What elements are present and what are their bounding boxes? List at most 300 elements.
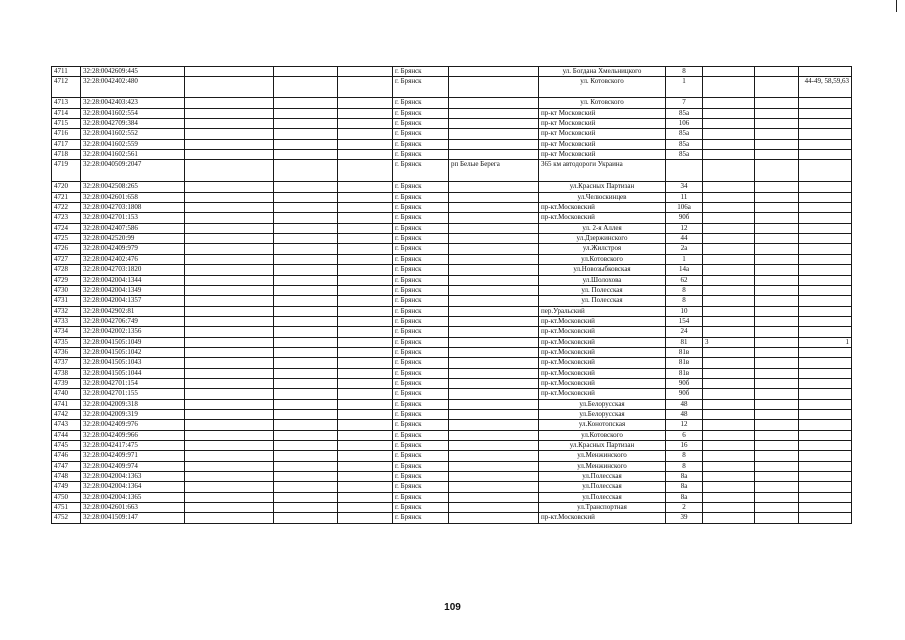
locality-cell: [449, 203, 539, 213]
table-row: [52, 503, 852, 513]
extra-cell-1: [703, 108, 755, 118]
empty-cell: [338, 513, 393, 523]
house-number-cell: 154: [666, 316, 703, 326]
table-row: [52, 409, 852, 419]
house-number-cell: 12: [666, 420, 703, 430]
street-cell: ул. 2-я Аллея: [539, 223, 666, 233]
table-row: [52, 306, 852, 316]
extra-cell-3: [799, 160, 852, 182]
row-number-cell: 4749: [52, 482, 81, 492]
extra-cell-3: [799, 192, 852, 202]
extra-cell-2: [755, 306, 799, 316]
cadastral-number-cell: 32:28:0042409:966: [81, 430, 185, 440]
empty-cell: [274, 244, 338, 254]
empty-cell: [185, 203, 274, 213]
table-row: [52, 472, 852, 482]
empty-cell: [338, 389, 393, 399]
extra-cell-1: [703, 234, 755, 244]
city-cell: г. Брянск: [393, 254, 449, 264]
empty-cell: [338, 108, 393, 118]
street-cell: ул.Полесская: [539, 472, 666, 482]
cadastral-number-cell: 32:28:0042703:1808: [81, 203, 185, 213]
street-cell: ул. Богдана Хмельницкого: [539, 67, 666, 77]
street-cell: ул.Конотопская: [539, 420, 666, 430]
street-cell: пр-кт Московский: [539, 129, 666, 139]
city-cell: г. Брянск: [393, 77, 449, 98]
cadastral-number-cell: 32:28:0041509:147: [81, 513, 185, 523]
empty-cell: [338, 296, 393, 306]
locality-cell: [449, 482, 539, 492]
extra-cell-1: [703, 254, 755, 264]
cadastral-number-cell: 32:28:0042601:663: [81, 503, 185, 513]
extra-cell-1: [703, 203, 755, 213]
empty-cell: [185, 285, 274, 295]
house-number-cell: 48: [666, 409, 703, 419]
locality-cell: [449, 337, 539, 347]
house-number-cell: 85а: [666, 129, 703, 139]
extra-cell-2: [755, 234, 799, 244]
extra-cell-2: [755, 108, 799, 118]
extra-cell-2: [755, 389, 799, 399]
house-number-cell: 8: [666, 67, 703, 77]
row-number-cell: 4721: [52, 192, 81, 202]
extra-cell-1: [703, 461, 755, 471]
street-cell: ул.Красных Партизан: [539, 182, 666, 192]
house-number-cell: 8а: [666, 492, 703, 502]
house-number-cell: 8: [666, 285, 703, 295]
extra-cell-3: [799, 129, 852, 139]
extra-cell-3: [799, 492, 852, 502]
locality-cell: [449, 316, 539, 326]
street-cell: 365 км автодороги Украина: [539, 160, 666, 182]
empty-cell: [338, 378, 393, 388]
extra-cell-1: [703, 492, 755, 502]
empty-cell: [185, 275, 274, 285]
row-number-cell: 4711: [52, 67, 81, 77]
extra-cell-3: [799, 67, 852, 77]
row-number-cell: 4724: [52, 223, 81, 233]
cadastral-number-cell: 32:28:0042508:265: [81, 182, 185, 192]
table-row: [52, 296, 852, 306]
empty-cell: [338, 482, 393, 492]
cadastral-number-cell: 32:28:0042004:1357: [81, 296, 185, 306]
empty-cell: [274, 296, 338, 306]
row-number-cell: 4713: [52, 98, 81, 108]
row-number-cell: 4750: [52, 492, 81, 502]
locality-cell: [449, 409, 539, 419]
extra-cell-1: [703, 296, 755, 306]
street-cell: ул.Новозыбковская: [539, 265, 666, 275]
street-cell: ул. Котовского: [539, 77, 666, 98]
row-number-cell: 4735: [52, 337, 81, 347]
row-number-cell: 4736: [52, 347, 81, 357]
empty-cell: [185, 296, 274, 306]
cadastral-number-cell: 32:28:0042701:154: [81, 378, 185, 388]
table-body: [52, 67, 852, 524]
empty-cell: [185, 389, 274, 399]
extra-cell-1: [703, 441, 755, 451]
empty-cell: [185, 347, 274, 357]
street-cell: пр-кт Московский: [539, 119, 666, 129]
empty-cell: [185, 513, 274, 523]
house-number-cell: 11: [666, 192, 703, 202]
city-cell: г. Брянск: [393, 482, 449, 492]
row-number-cell: 4738: [52, 368, 81, 378]
street-cell: ул. Котовского: [539, 98, 666, 108]
city-cell: г. Брянск: [393, 203, 449, 213]
empty-cell: [185, 192, 274, 202]
house-number-cell: 1: [666, 254, 703, 264]
extra-cell-3: [799, 441, 852, 451]
extra-cell-3: [799, 306, 852, 316]
city-cell: г. Брянск: [393, 244, 449, 254]
street-cell: пр-кт.Московский: [539, 347, 666, 357]
extra-cell-3: [799, 389, 852, 399]
locality-cell: [449, 327, 539, 337]
table-row: [52, 182, 852, 192]
empty-cell: [338, 244, 393, 254]
empty-cell: [338, 306, 393, 316]
extra-cell-1: [703, 389, 755, 399]
extra-cell-2: [755, 296, 799, 306]
table-row: [52, 441, 852, 451]
locality-cell: [449, 285, 539, 295]
house-number-cell: 44: [666, 234, 703, 244]
cadastral-number-cell: 32:28:0042402:476: [81, 254, 185, 264]
cadastral-number-cell: 32:28:0042009:319: [81, 409, 185, 419]
empty-cell: [338, 98, 393, 108]
table-row: [52, 285, 852, 295]
extra-cell-3: [799, 244, 852, 254]
locality-cell: [449, 378, 539, 388]
table-row: [52, 275, 852, 285]
street-cell: ул.Шолохова: [539, 275, 666, 285]
row-number-cell: 4745: [52, 441, 81, 451]
cadastral-number-cell: 32:28:0041505:1044: [81, 368, 185, 378]
house-number-cell: 6: [666, 430, 703, 440]
empty-cell: [274, 234, 338, 244]
house-number-cell: 34: [666, 182, 703, 192]
extra-cell-1: [703, 409, 755, 419]
empty-cell: [185, 441, 274, 451]
empty-cell: [274, 182, 338, 192]
locality-cell: [449, 139, 539, 149]
locality-cell: [449, 513, 539, 523]
extra-cell-1: [703, 347, 755, 357]
house-number-cell: 90б: [666, 378, 703, 388]
empty-cell: [338, 160, 393, 182]
extra-cell-2: [755, 285, 799, 295]
locality-cell: [449, 306, 539, 316]
row-number-cell: 4734: [52, 327, 81, 337]
empty-cell: [185, 420, 274, 430]
cadastral-number-cell: 32:28:0042706:749: [81, 316, 185, 326]
empty-cell: [185, 223, 274, 233]
city-cell: г. Брянск: [393, 420, 449, 430]
street-cell: ул.Котовского: [539, 254, 666, 264]
extra-cell-2: [755, 461, 799, 471]
empty-cell: [338, 192, 393, 202]
cadastral-number-cell: 32:28:0042409:974: [81, 461, 185, 471]
extra-cell-1: [703, 399, 755, 409]
extra-cell-2: [755, 358, 799, 368]
extra-cell-3: [799, 182, 852, 192]
street-cell: ул.Жилстроя: [539, 244, 666, 254]
extra-cell-1: [703, 67, 755, 77]
extra-cell-3: [799, 98, 852, 108]
empty-cell: [185, 368, 274, 378]
street-cell: ул.Челюскинцев: [539, 192, 666, 202]
empty-cell: [185, 108, 274, 118]
empty-cell: [338, 139, 393, 149]
empty-cell: [274, 389, 338, 399]
extra-cell-2: [755, 420, 799, 430]
empty-cell: [274, 77, 338, 98]
street-cell: пр-кт.Московский: [539, 316, 666, 326]
extra-cell-1: [703, 223, 755, 233]
extra-cell-1: 3: [703, 337, 755, 347]
street-cell: ул.Белорусская: [539, 409, 666, 419]
empty-cell: [338, 119, 393, 129]
street-cell: пр-кт.Московский: [539, 213, 666, 223]
extra-cell-2: [755, 275, 799, 285]
extra-cell-2: [755, 213, 799, 223]
table-row: [52, 244, 852, 254]
row-number-cell: 4747: [52, 461, 81, 471]
house-number-cell: 12: [666, 223, 703, 233]
extra-cell-3: [799, 347, 852, 357]
empty-cell: [274, 347, 338, 357]
empty-cell: [338, 503, 393, 513]
extra-cell-2: [755, 492, 799, 502]
empty-cell: [338, 234, 393, 244]
locality-cell: [449, 503, 539, 513]
extra-cell-2: [755, 503, 799, 513]
empty-cell: [338, 275, 393, 285]
cadastral-number-cell: 32:28:0042403:423: [81, 98, 185, 108]
empty-cell: [338, 254, 393, 264]
empty-cell: [274, 67, 338, 77]
cadastral-number-cell: 32:28:0041505:1049: [81, 337, 185, 347]
cadastral-number-cell: 32:28:0042409:979: [81, 244, 185, 254]
extra-cell-2: [755, 203, 799, 213]
extra-cell-2: [755, 150, 799, 160]
city-cell: г. Брянск: [393, 234, 449, 244]
empty-cell: [274, 513, 338, 523]
extra-cell-1: [703, 358, 755, 368]
table-row: [52, 254, 852, 264]
row-number-cell: 4752: [52, 513, 81, 523]
empty-cell: [274, 503, 338, 513]
extra-cell-3: [799, 409, 852, 419]
street-cell: ул.Транспортная: [539, 503, 666, 513]
cadastral-number-cell: 32:28:0042009:318: [81, 399, 185, 409]
empty-cell: [185, 399, 274, 409]
cadastral-number-cell: 32:28:0042004:1365: [81, 492, 185, 502]
empty-cell: [338, 472, 393, 482]
cadastral-number-cell: 32:28:0042902:81: [81, 306, 185, 316]
street-cell: пр-кт.Московский: [539, 389, 666, 399]
table-row: [52, 482, 852, 492]
table-row: [52, 389, 852, 399]
row-number-cell: 4746: [52, 451, 81, 461]
city-cell: г. Брянск: [393, 389, 449, 399]
empty-cell: [185, 129, 274, 139]
empty-cell: [274, 451, 338, 461]
cadastral-number-cell: 32:28:0042417:475: [81, 441, 185, 451]
house-number-cell: 2а: [666, 244, 703, 254]
city-cell: г. Брянск: [393, 492, 449, 502]
extra-cell-3: [799, 368, 852, 378]
empty-cell: [274, 368, 338, 378]
empty-cell: [185, 358, 274, 368]
extra-cell-1: [703, 451, 755, 461]
empty-cell: [338, 223, 393, 233]
extra-cell-2: [755, 192, 799, 202]
row-number-cell: 4748: [52, 472, 81, 482]
row-number-cell: 4744: [52, 430, 81, 440]
cadastral-number-cell: 32:28:0041602:561: [81, 150, 185, 160]
house-number-cell: 90б: [666, 389, 703, 399]
extra-cell-3: 1: [799, 337, 852, 347]
empty-cell: [185, 430, 274, 440]
empty-cell: [338, 203, 393, 213]
locality-cell: [449, 399, 539, 409]
cadastral-number-cell: 32:28:0042409:971: [81, 451, 185, 461]
empty-cell: [274, 275, 338, 285]
empty-cell: [338, 461, 393, 471]
empty-cell: [338, 409, 393, 419]
table-row: [52, 203, 852, 213]
empty-cell: [185, 472, 274, 482]
row-number-cell: 4742: [52, 409, 81, 419]
empty-cell: [338, 358, 393, 368]
extra-cell-1: [703, 139, 755, 149]
row-number-cell: 4720: [52, 182, 81, 192]
house-number-cell: 39: [666, 513, 703, 523]
table-row: [52, 139, 852, 149]
house-number-cell: 85а: [666, 150, 703, 160]
extra-cell-2: [755, 129, 799, 139]
empty-cell: [274, 378, 338, 388]
empty-cell: [185, 337, 274, 347]
row-number-cell: 4716: [52, 129, 81, 139]
extra-cell-3: [799, 378, 852, 388]
table-row: [52, 108, 852, 118]
empty-cell: [338, 213, 393, 223]
cadastral-number-cell: 32:28:0040509:2047: [81, 160, 185, 182]
empty-cell: [274, 482, 338, 492]
street-cell: пр-кт.Московский: [539, 337, 666, 347]
extra-cell-2: [755, 368, 799, 378]
empty-cell: [274, 306, 338, 316]
empty-cell: [185, 150, 274, 160]
city-cell: г. Брянск: [393, 451, 449, 461]
house-number-cell: [666, 160, 703, 182]
table-row: [52, 160, 852, 182]
empty-cell: [185, 98, 274, 108]
cadastral-number-cell: 32:28:0042002:1356: [81, 327, 185, 337]
table-row: [52, 316, 852, 326]
empty-cell: [274, 150, 338, 160]
extra-cell-1: [703, 327, 755, 337]
extra-cell-2: [755, 337, 799, 347]
street-cell: пр-кт.Московский: [539, 513, 666, 523]
table-row: [52, 461, 852, 471]
locality-cell: [449, 389, 539, 399]
city-cell: г. Брянск: [393, 441, 449, 451]
empty-cell: [274, 441, 338, 451]
city-cell: г. Брянск: [393, 182, 449, 192]
city-cell: г. Брянск: [393, 430, 449, 440]
empty-cell: [185, 160, 274, 182]
table-row: [52, 420, 852, 430]
row-number-cell: 4723: [52, 213, 81, 223]
locality-cell: [449, 192, 539, 202]
extra-cell-3: [799, 139, 852, 149]
locality-cell: [449, 472, 539, 482]
row-number-cell: 4731: [52, 296, 81, 306]
street-cell: ул.Белорусская: [539, 399, 666, 409]
extra-cell-2: [755, 265, 799, 275]
cadastral-number-cell: 32:28:0042601:658: [81, 192, 185, 202]
locality-cell: [449, 368, 539, 378]
extra-cell-1: [703, 503, 755, 513]
extra-cell-2: [755, 316, 799, 326]
empty-cell: [185, 409, 274, 419]
empty-cell: [185, 503, 274, 513]
empty-cell: [274, 265, 338, 275]
extra-cell-2: [755, 244, 799, 254]
locality-cell: [449, 67, 539, 77]
locality-cell: [449, 492, 539, 502]
empty-cell: [185, 254, 274, 264]
house-number-cell: 8а: [666, 482, 703, 492]
extra-cell-1: [703, 275, 755, 285]
empty-cell: [185, 306, 274, 316]
extra-cell-1: [703, 306, 755, 316]
empty-cell: [274, 160, 338, 182]
empty-cell: [274, 213, 338, 223]
empty-cell: [338, 150, 393, 160]
city-cell: г. Брянск: [393, 119, 449, 129]
cadastral-number-cell: 32:28:0042004:1344: [81, 275, 185, 285]
street-cell: ул.Менжинского: [539, 451, 666, 461]
table-row: [52, 98, 852, 108]
extra-cell-3: [799, 285, 852, 295]
extra-cell-2: [755, 139, 799, 149]
row-number-cell: 4728: [52, 265, 81, 275]
empty-cell: [185, 451, 274, 461]
city-cell: г. Брянск: [393, 129, 449, 139]
empty-cell: [338, 368, 393, 378]
table-row: [52, 451, 852, 461]
street-cell: пр-кт.Московский: [539, 203, 666, 213]
row-number-cell: 4717: [52, 139, 81, 149]
empty-cell: [338, 285, 393, 295]
extra-cell-2: [755, 472, 799, 482]
city-cell: г. Брянск: [393, 472, 449, 482]
city-cell: г. Брянск: [393, 316, 449, 326]
locality-cell: [449, 108, 539, 118]
empty-cell: [274, 409, 338, 419]
extra-cell-3: [799, 254, 852, 264]
street-cell: пр-кт.Московский: [539, 368, 666, 378]
cadastral-number-cell: 32:28:0042407:586: [81, 223, 185, 233]
page-number: 109: [444, 602, 461, 613]
street-cell: пр-кт Московский: [539, 150, 666, 160]
extra-cell-1: [703, 430, 755, 440]
